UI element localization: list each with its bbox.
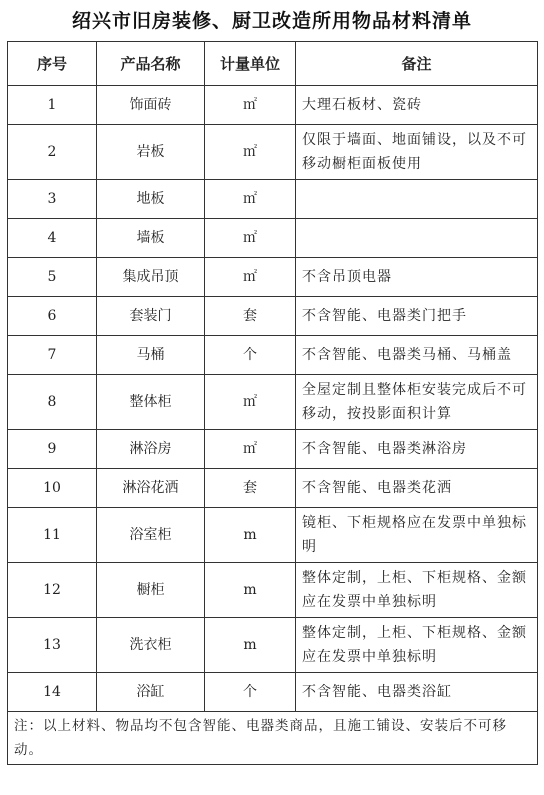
row-unit: ㎡ [205, 430, 296, 469]
table-row [8, 336, 538, 375]
footnote: 注：以上材料、物品均不包含智能、电器类商品，且施工铺设、安装后不可移动。 [8, 712, 538, 765]
row-note: 不含智能、电器类马桶、马桶盖 [296, 336, 538, 375]
row-unit: m [205, 563, 296, 618]
row-note [296, 180, 538, 219]
materials-table [7, 41, 538, 765]
table-row [8, 508, 538, 563]
row-unit: ㎡ [205, 125, 296, 180]
row-no: 13 [8, 618, 97, 673]
table-row [8, 673, 538, 712]
table-row [8, 258, 538, 297]
row-no: 10 [8, 469, 97, 508]
header-unit: 计量单位 [205, 42, 296, 86]
table-row [8, 469, 538, 508]
table-row [8, 219, 538, 258]
row-no: 2 [8, 125, 97, 180]
row-name: 马桶 [97, 336, 205, 375]
row-note: 大理石板材、瓷砖 [296, 86, 538, 125]
table-row [8, 180, 538, 219]
row-no: 7 [8, 336, 97, 375]
row-name: 橱柜 [97, 563, 205, 618]
table-row [8, 125, 538, 180]
row-no: 14 [8, 673, 97, 712]
row-unit: m [205, 618, 296, 673]
row-name: 饰面砖 [97, 86, 205, 125]
row-no: 4 [8, 219, 97, 258]
row-unit: 个 [205, 336, 296, 375]
row-note: 整体定制，上柜、下柜规格、金额应在发票中单独标明 [296, 563, 538, 618]
table-row [8, 563, 538, 618]
table-row [8, 430, 538, 469]
row-no: 6 [8, 297, 97, 336]
row-note: 不含智能、电器类花洒 [296, 469, 538, 508]
row-note: 仅限于墙面、地面铺设，以及不可移动橱柜面板使用 [296, 125, 538, 180]
row-unit: ㎡ [205, 258, 296, 297]
row-unit: 套 [205, 469, 296, 508]
row-no: 1 [8, 86, 97, 125]
row-note: 不含智能、电器类门把手 [296, 297, 538, 336]
row-name: 淋浴花洒 [97, 469, 205, 508]
row-note [296, 219, 538, 258]
row-name: 墙板 [97, 219, 205, 258]
footnote-row [8, 712, 538, 765]
row-note: 全屋定制且整体柜安装完成后不可移动，按投影面积计算 [296, 375, 538, 430]
row-note: 镜柜、下柜规格应在发票中单独标明 [296, 508, 538, 563]
row-name: 地板 [97, 180, 205, 219]
row-name: 套装门 [97, 297, 205, 336]
row-unit: 套 [205, 297, 296, 336]
row-no: 3 [8, 180, 97, 219]
row-name: 洗衣柜 [97, 618, 205, 673]
table-row [8, 86, 538, 125]
row-no: 8 [8, 375, 97, 430]
row-name: 整体柜 [97, 375, 205, 430]
row-unit: ㎡ [205, 86, 296, 125]
row-no: 11 [8, 508, 97, 563]
page-title: 绍兴市旧房装修、厨卫改造所用物品材料清单 [71, 10, 472, 32]
table-row [8, 618, 538, 673]
table-row [8, 297, 538, 336]
header-note: 备注 [296, 42, 538, 86]
header-no: 序号 [8, 42, 97, 86]
table-header-row [8, 42, 538, 86]
row-note: 不含智能、电器类浴缸 [296, 673, 538, 712]
row-unit: 个 [205, 673, 296, 712]
row-unit: ㎡ [205, 375, 296, 430]
row-no: 12 [8, 563, 97, 618]
row-note: 不含吊顶电器 [296, 258, 538, 297]
row-note: 不含智能、电器类淋浴房 [296, 430, 538, 469]
row-unit: m [205, 508, 296, 563]
row-note: 整体定制，上柜、下柜规格、金额应在发票中单独标明 [296, 618, 538, 673]
table-row [8, 375, 538, 430]
row-name: 岩板 [97, 125, 205, 180]
row-name: 浴缸 [97, 673, 205, 712]
row-name: 淋浴房 [97, 430, 205, 469]
row-name: 集成吊顶 [97, 258, 205, 297]
row-no: 9 [8, 430, 97, 469]
row-name: 浴室柜 [97, 508, 205, 563]
row-unit: ㎡ [205, 180, 296, 219]
row-unit: ㎡ [205, 219, 296, 258]
header-name: 产品名称 [97, 42, 205, 86]
row-no: 5 [8, 258, 97, 297]
